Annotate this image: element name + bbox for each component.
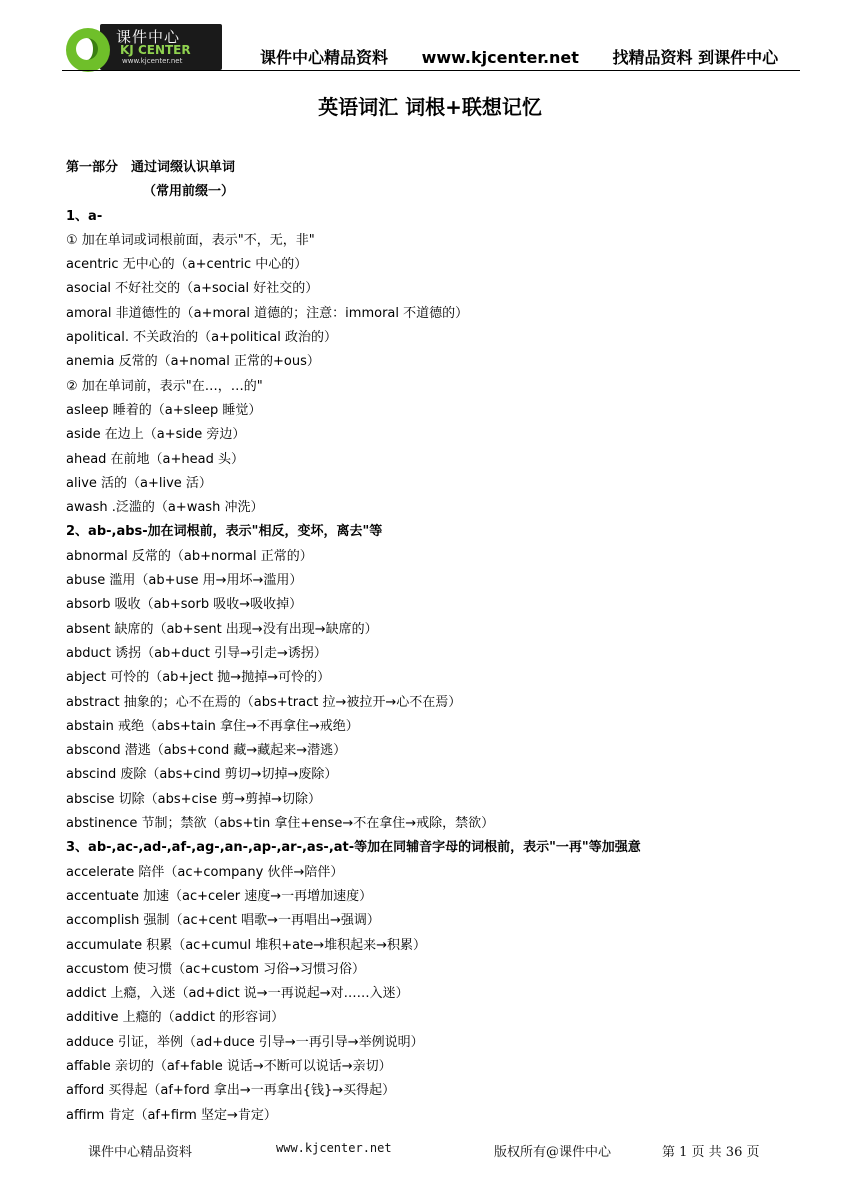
vocab-line: acentric 无中心的（a+centric 中心的） [66, 257, 308, 273]
vocab-line: anemia 反常的（a+nomal 正常的+ous） [66, 354, 320, 370]
vocab-line: abscise 切除（abs+cise 剪→剪掉→切除） [66, 791, 321, 807]
vocab-line: abscond 潜逃（abs+cond 藏→藏起来→潜逃） [66, 743, 347, 759]
vocab-line: aside 在边上（a+side 旁边） [66, 427, 246, 443]
vocab-line: amoral 非道德性的（a+moral 道德的；注意：immoral 不道德的） [66, 305, 469, 321]
vocab-line: adduce 引证，举例（ad+duce 引导→一再引导→举例说明） [66, 1034, 424, 1050]
vocab-line: afford 买得起（af+ford 拿出→一再拿出{钱}→买得起） [66, 1083, 396, 1099]
vocab-line: abstract 抽象的；心不在焉的（abs+tract 拉→被拉开→心不在焉） [66, 694, 462, 710]
vocab-line: addict 上瘾，入迷（ad+dict 说→一再说起→对……入迷） [66, 986, 409, 1002]
vocab-line: awash .泛滥的（a+wash 冲洗） [66, 500, 264, 516]
section-heading: 第一部分 通过词缀认识单词 [66, 160, 236, 175]
footer-copyright: 版权所有@课件中心 [494, 1145, 612, 1160]
vocab-line: abnormal 反常的（ab+normal 正常的） [66, 548, 313, 564]
footer-page-number: 第 1 页 共 36 页 [662, 1145, 760, 1160]
section-heading: 2、ab-,abs-加在词根前，表示"相反，变坏，离去"等 [66, 524, 383, 540]
vocab-line: accumulate 积累（ac+cumul 堆积+ate→堆积起来→积累） [66, 937, 426, 953]
vocab-line: affirm 肯定（af+firm 坚定→肯定） [66, 1107, 277, 1123]
section-heading: （常用前缀一） [143, 184, 235, 200]
vocab-line: ① 加在单词或词根前面，表示"不，无，非" [66, 232, 315, 248]
vocab-line: absent 缺席的（ab+sent 出现→没有出现→缺席的） [66, 621, 378, 637]
vocab-line: abject 可怜的（ab+ject 抛→抛掉→可怜的） [66, 670, 331, 686]
logo-english-text: KJ CENTER [120, 43, 191, 57]
vocab-line: additive 上瘾的（addict 的形容词） [66, 1010, 285, 1026]
vocab-line: abstain 戒绝（abs+tain 拿住→不再拿住→戒绝） [66, 718, 359, 734]
vocab-line: apolitical. 不关政治的（a+political 政治的） [66, 330, 337, 346]
logo-url-text: www.kjcenter.net [122, 57, 183, 65]
vocab-line: abscind 废除（abs+cind 剪切→切掉→废除） [66, 767, 338, 783]
kjcenter-logo [66, 24, 222, 70]
vocab-line: abuse 滥用（ab+use 用→用坏→滥用） [66, 573, 303, 589]
vocab-line: accentuate 加速（ac+celer 速度→一再增加速度） [66, 888, 373, 904]
header-text-quality: 课件中心精品资料 [260, 48, 389, 67]
header-divider [62, 70, 800, 71]
vocab-line: asleep 睡着的（a+sleep 睡觉） [66, 402, 262, 418]
page-footer [88, 1141, 788, 1159]
header-url-link[interactable]: www.kjcenter.net [421, 48, 579, 67]
vocab-line: asocial 不好社交的（a+social 好社交的） [66, 281, 319, 297]
vocab-line: absorb 吸收（ab+sorb 吸收→吸收掉） [66, 597, 303, 613]
section-heading: 3、ab-,ac-,ad-,af-,ag-,an-,ap-,ar-,as-,at-等加在同辅音字母的词根前，表示"一再"等加强意 [66, 840, 641, 856]
document-body [66, 156, 806, 1128]
document-title: 英语词汇 词根+联想记忆 [318, 95, 542, 119]
logo-chinese-text: 课件中心 [116, 28, 181, 46]
vocab-line: ahead 在前地（a+head 头） [66, 451, 245, 467]
vocab-line: abstinence 节制；禁欲（abs+tin 拿住+ense→不在拿住→戒除，禁欲） [66, 816, 495, 832]
vocab-line: alive 活的（a+live 活） [66, 475, 212, 491]
vocab-line: accustom 使习惯（ac+custom 习俗→习惯习俗） [66, 961, 366, 977]
section-heading: 1、a- [66, 208, 103, 224]
vocab-line: accomplish 强制（ac+cent 唱歌→一再唱出→强调） [66, 913, 380, 929]
vocab-line: accelerate 陪伴（ac+company 伙伴→陪伴） [66, 864, 344, 880]
header-slogan: 找精品资料 到课件中心 [612, 48, 779, 67]
page-header [62, 20, 800, 72]
vocab-line: ② 加在单词前，表示"在…，…的" [66, 378, 263, 394]
vocab-line: affable 亲切的（af+fable 说话→不断可以说话→亲切） [66, 1058, 392, 1074]
footer-url-link[interactable]: www.kjcenter.net [276, 1141, 392, 1155]
header-tagline [260, 45, 778, 68]
logo-swirl-icon [66, 28, 110, 72]
footer-left-text: 课件中心精品资料 [88, 1145, 193, 1160]
vocab-line: abduct 诱拐（ab+duct 引导→引走→诱拐） [66, 645, 327, 661]
